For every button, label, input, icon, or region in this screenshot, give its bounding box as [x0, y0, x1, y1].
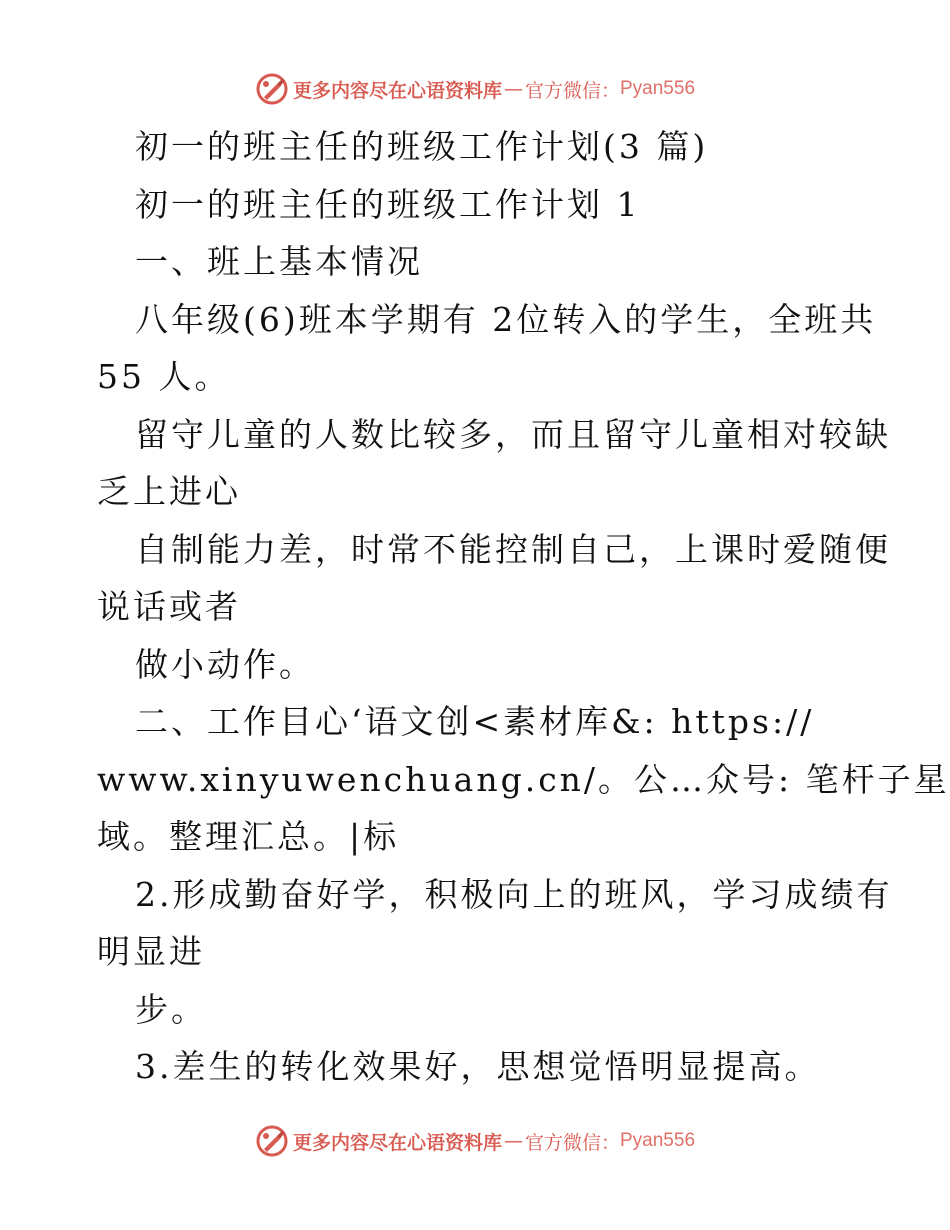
- paragraph-line: 做小动作。: [135, 644, 315, 684]
- watermark-separator: —: [503, 1130, 523, 1152]
- paragraph-line: 步。: [135, 989, 207, 1029]
- watermark-wechat-id: Pyan556: [620, 78, 696, 99]
- pen-logo-icon: [255, 72, 289, 106]
- section-heading-1: 一、班上基本情况: [135, 242, 423, 281]
- watermark-wechat-id: Pyan556: [620, 1130, 696, 1151]
- paragraph-line: 明显进: [97, 932, 205, 971]
- paragraph-line: 留守儿童的人数比较多，而且留守儿童相对较缺: [135, 414, 891, 454]
- watermark-text: 更多内容尽在心语资料库: [292, 79, 502, 102]
- paragraph-line: www.xinyuwenchuang.cn/。公…众号: 笔杆子星: [97, 759, 950, 799]
- paragraph-line: 八年级(6)班本学期有 2位转入的学生，全班共: [135, 299, 877, 339]
- doc-title: 初一的班主任的班级工作计划(3 篇): [135, 127, 709, 166]
- doc-subtitle: 初一的班主任的班级工作计划 1: [135, 184, 641, 224]
- list-item-2: 2.形成勤奋好学，积极向上的班风，学习成绩有: [135, 874, 893, 914]
- document-body: [97, 118, 950, 1096]
- paragraph-line: 乏上进心: [97, 472, 241, 511]
- paragraph-line: 55 人。: [97, 357, 231, 396]
- header-watermark: [0, 72, 950, 106]
- watermark-wechat-label: 官方微信：: [524, 79, 620, 102]
- pen-logo-icon: [255, 1124, 289, 1158]
- paragraph-line: 自制能力差，时常不能控制自己，上课时爱随便: [135, 529, 891, 569]
- paragraph-line: 说话或者: [97, 587, 241, 626]
- paragraph-line: 域。整理汇总。|标: [97, 817, 400, 856]
- watermark-wechat-label: 官方微信：: [524, 1131, 620, 1154]
- watermark-text: 更多内容尽在心语资料库: [292, 1131, 502, 1154]
- list-item-3: 3.差生的转化效果好，思想觉悟明显提高。: [135, 1047, 821, 1086]
- footer-watermark: [0, 1124, 950, 1158]
- watermark-separator: —: [503, 78, 523, 100]
- section-heading-2: 二、工作目心‘语文创<素材库&: https://: [135, 702, 815, 741]
